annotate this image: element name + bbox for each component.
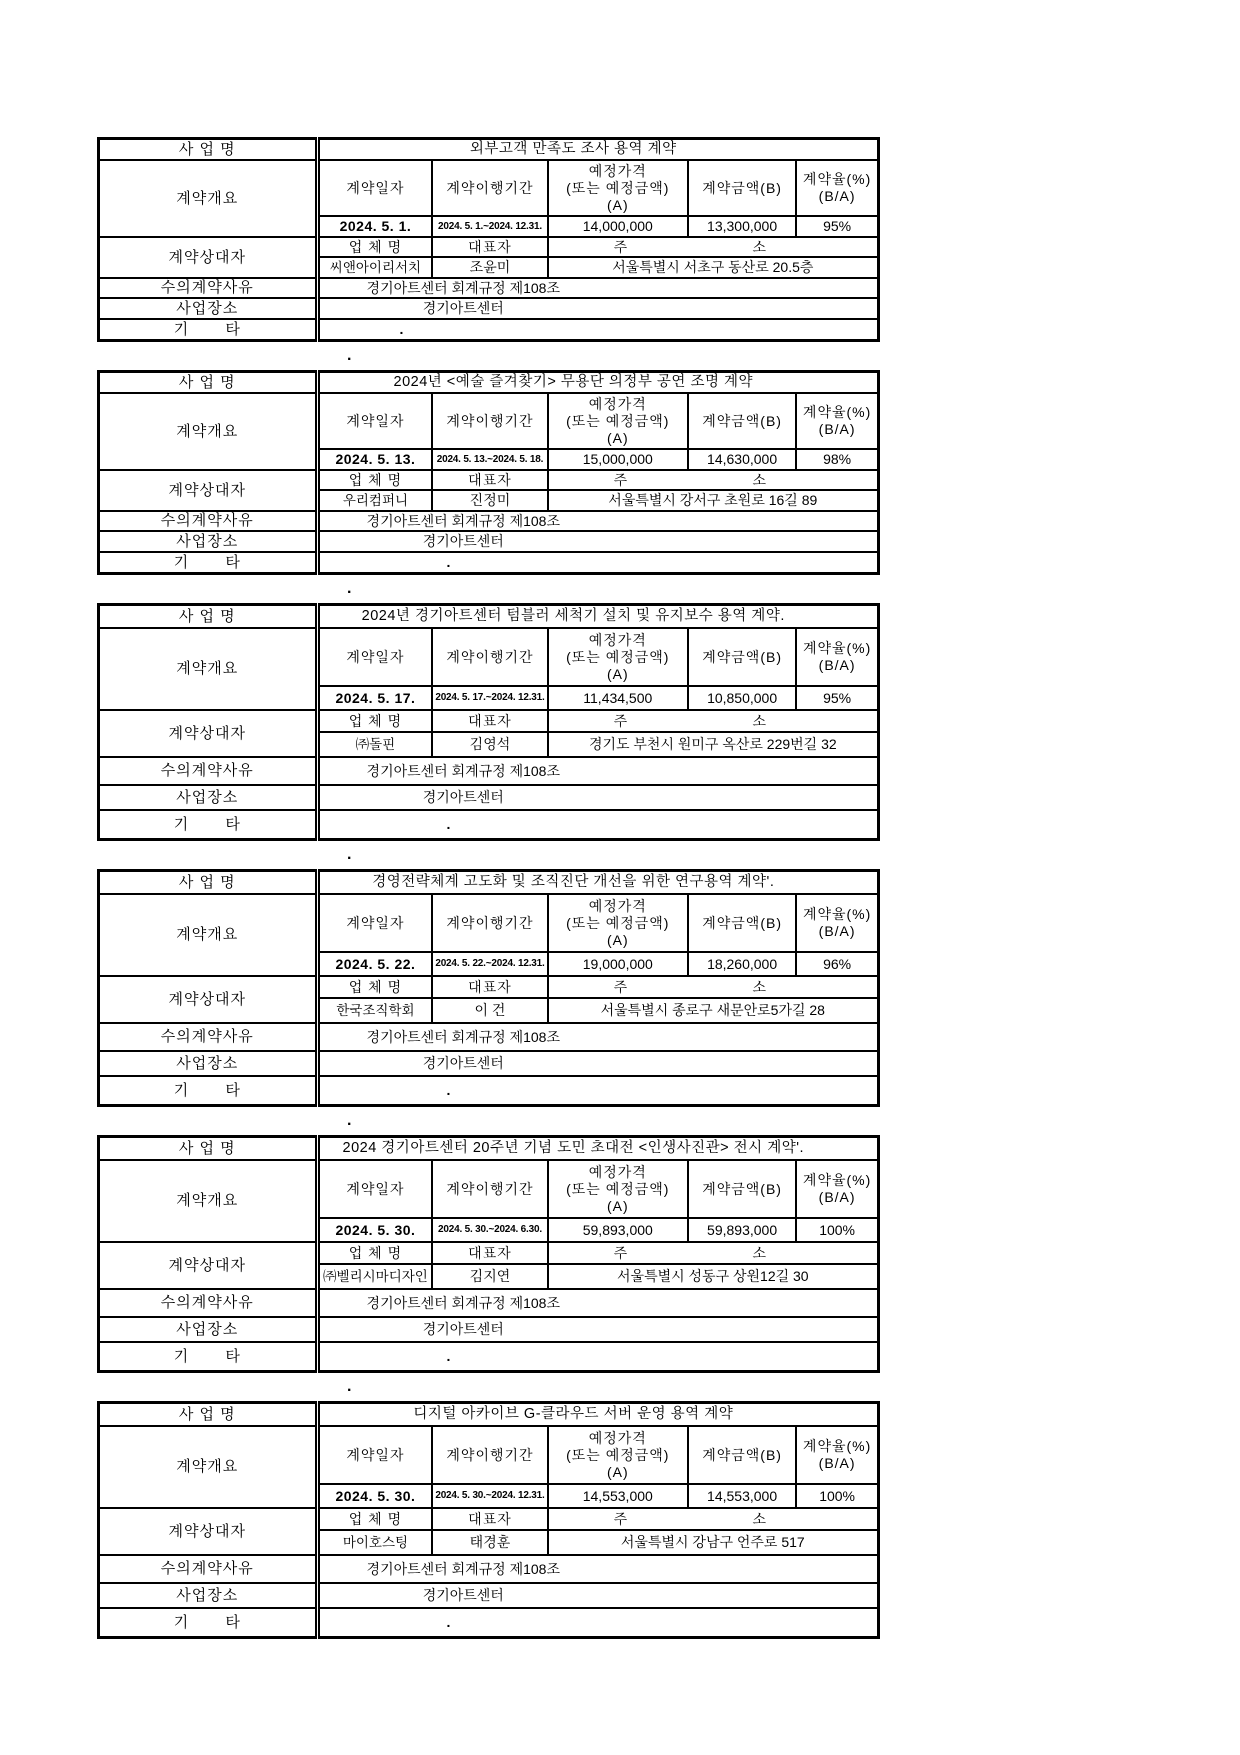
- planned-price-header-line1: 예정가격: [588, 162, 647, 179]
- address-value: 서울특별시 종로구 새문안로5가길 28: [548, 998, 879, 1023]
- planned-price-header: [548, 1160, 688, 1218]
- contract-period-value: 2024. 5. 30.~2024. 6.30.: [432, 1218, 547, 1242]
- business-name-label: 사 업 명: [99, 605, 318, 629]
- contract-party-label: 계약상대자: [99, 710, 318, 757]
- address-value: 서울특별시 서초구 동산로 20.5층: [548, 257, 879, 278]
- contract-period-value: 2024. 5. 17.~2024. 12.31.: [432, 686, 547, 710]
- table-row: [99, 139, 879, 161]
- planned-price-value: 11,434,500: [548, 686, 688, 710]
- table-row: [99, 871, 879, 895]
- address-header-ju: 주: [613, 1244, 629, 1261]
- table-row: [99, 628, 879, 686]
- business-name-label: 사 업 명: [99, 372, 318, 394]
- representative-value: 태경훈: [432, 1530, 547, 1555]
- address-header-so: 소: [752, 471, 767, 488]
- contract-rate-header: [796, 628, 878, 686]
- planned-price-header-line1: 예정가격: [588, 1429, 647, 1446]
- project-title: 2024년 <예술 즐겨찾기> 무용단 의정부 공연 조명 계약: [317, 372, 878, 394]
- business-name-label: 사 업 명: [99, 871, 318, 895]
- contract-rate-header-line1: 계약율(%): [802, 1438, 872, 1454]
- contract-rate-value: 98%: [796, 449, 878, 470]
- business-place-value: 경기아트센터: [317, 1583, 878, 1608]
- planned-price-header: [548, 628, 688, 686]
- etc-value: .: [317, 319, 878, 341]
- contract-rate-header: [796, 1426, 878, 1484]
- contract-overview-label: 계약개요: [99, 160, 318, 237]
- table-row: [99, 393, 879, 449]
- table-row: [99, 1317, 879, 1342]
- planned-price-header-line3: (A): [606, 931, 629, 948]
- contract-rate-header: [796, 1160, 878, 1218]
- contract-date-header: 계약일자: [317, 1426, 432, 1484]
- etc-value: .: [317, 810, 878, 840]
- planned-price-header-line3: (A): [606, 196, 629, 213]
- contract-amount-header: 계약금액(B): [688, 160, 796, 216]
- company-name-header: 업 체 명: [317, 237, 432, 257]
- company-name-value: 씨앤아이리서치: [317, 257, 432, 278]
- separator-dot: .: [347, 846, 352, 863]
- planned-price-header-line1: 예정가격: [588, 897, 647, 914]
- contract-period-header: 계약이행기간: [432, 160, 547, 216]
- separator-dot: .: [347, 347, 352, 364]
- table-row: [99, 470, 879, 490]
- contract-rate-header-line1: 계약율(%): [802, 171, 872, 187]
- contract-table: [97, 1401, 880, 1639]
- address-header-so: 소: [752, 238, 767, 255]
- contract-date-header: 계약일자: [317, 160, 432, 216]
- company-name-header: 업 체 명: [317, 710, 432, 732]
- table-row: [99, 1426, 879, 1484]
- contract-rate-header: [796, 393, 878, 449]
- contract-rate-header-line2: (B/A): [818, 188, 856, 204]
- contract-table: [97, 137, 880, 342]
- table-separator: [97, 342, 880, 370]
- contract-period-header: 계약이행기간: [432, 393, 547, 449]
- contract-rate-value: 96%: [796, 952, 878, 976]
- contract-date-header: 계약일자: [317, 393, 432, 449]
- contract-rate-header-line2: (B/A): [818, 421, 856, 437]
- planned-price-header-line2: (또는 예정금액): [566, 412, 670, 429]
- contract-period-header: 계약이행기간: [432, 628, 547, 686]
- business-place-value: 경기아트센터: [317, 785, 878, 810]
- table-separator: [97, 1373, 880, 1401]
- contract-table: [97, 603, 880, 841]
- planned-price-header-line3: (A): [606, 1197, 629, 1214]
- table-row: [99, 1608, 879, 1638]
- representative-value: 조윤미: [432, 257, 547, 278]
- table-row: [99, 237, 879, 257]
- contract-amount-header: 계약금액(B): [688, 894, 796, 952]
- planned-price-header-line3: (A): [606, 1463, 629, 1480]
- contract-rate-header: [796, 160, 878, 216]
- address-header-ju: 주: [613, 1510, 629, 1527]
- company-name-value: ㈜돌핀: [317, 732, 432, 757]
- contract-overview-label: 계약개요: [99, 393, 318, 470]
- table-row: [99, 511, 879, 531]
- business-name-label: 사 업 명: [99, 1403, 318, 1427]
- planned-price-header-line1: 예정가격: [588, 395, 647, 412]
- table-row: [99, 1403, 879, 1427]
- table-row: [99, 710, 879, 732]
- contract-overview-label: 계약개요: [99, 1426, 318, 1508]
- planned-price-header-line1: 예정가격: [588, 631, 647, 648]
- negotiated-reason-value: 경기아트센터 회계규정 제108조: [317, 1023, 878, 1051]
- business-place-label: 사업장소: [99, 1051, 318, 1076]
- contract-overview-label: 계약개요: [99, 1160, 318, 1242]
- table-row: [99, 1508, 879, 1530]
- planned-price-header-line2: (또는 예정금액): [566, 179, 670, 196]
- contract-date-value: 2024. 5. 22.: [317, 952, 432, 976]
- contract-amount-header: 계약금액(B): [688, 1160, 796, 1218]
- project-title: 외부고객 만족도 조사 용역 계약: [317, 139, 878, 161]
- business-place-value: 경기아트센터: [317, 298, 878, 319]
- contract-amount-header: 계약금액(B): [688, 628, 796, 686]
- representative-header: 대표자: [432, 1242, 547, 1264]
- contract-rate-header-line2: (B/A): [818, 923, 856, 939]
- address-value: 서울특별시 강서구 초원로 16길 89: [548, 490, 879, 511]
- contract-date-header: 계약일자: [317, 894, 432, 952]
- address-header: [548, 1242, 879, 1264]
- table-separator: [97, 841, 880, 869]
- table-row: [99, 372, 879, 394]
- contract-rate-header-line2: (B/A): [818, 1455, 856, 1471]
- address-header-so: 소: [752, 1510, 767, 1527]
- company-name-header: 업 체 명: [317, 1242, 432, 1264]
- contract-rate-header-line1: 계약율(%): [802, 1172, 872, 1188]
- representative-header: 대표자: [432, 470, 547, 490]
- negotiated-reason-label: 수의계약사유: [99, 511, 318, 531]
- table-row: [99, 298, 879, 319]
- contract-period-value: 2024. 5. 30.~2024. 12.31.: [432, 1484, 547, 1508]
- contract-rate-value: 100%: [796, 1484, 878, 1508]
- business-name-label: 사 업 명: [99, 1137, 318, 1161]
- planned-price-header: [548, 160, 688, 216]
- table-row: [99, 1583, 879, 1608]
- separator-dot: .: [347, 580, 352, 597]
- contract-amount-value: 14,553,000: [688, 1484, 796, 1508]
- contract-rate-header-line1: 계약율(%): [802, 404, 872, 420]
- contract-party-label: 계약상대자: [99, 976, 318, 1023]
- company-name-value: 마이호스팅: [317, 1530, 432, 1555]
- business-place-value: 경기아트센터: [317, 531, 878, 552]
- planned-price-value: 14,000,000: [548, 216, 688, 237]
- project-title: 디지털 아카이브 G-클라우드 서버 운영 용역 계약: [317, 1403, 878, 1427]
- address-header-so: 소: [752, 712, 767, 729]
- planned-price-header-line3: (A): [606, 429, 629, 446]
- table-row: [99, 1242, 879, 1264]
- address-header-ju: 주: [613, 978, 629, 995]
- company-name-value: ㈜벨리시마디자인: [317, 1264, 432, 1289]
- table-row: [99, 1289, 879, 1317]
- representative-header: 대표자: [432, 710, 547, 732]
- planned-price-header-line2: (또는 예정금액): [566, 914, 670, 931]
- etc-value: .: [317, 552, 878, 574]
- contract-amount-value: 13,300,000: [688, 216, 796, 237]
- table-row: [99, 976, 879, 998]
- contract-period-header: 계약이행기간: [432, 1160, 547, 1218]
- table-row: [99, 757, 879, 785]
- address-header: [548, 1508, 879, 1530]
- contract-rate-header-line2: (B/A): [818, 657, 856, 673]
- business-place-label: 사업장소: [99, 1317, 318, 1342]
- address-header-so: 소: [752, 1244, 767, 1261]
- table-row: [99, 319, 879, 341]
- table-row: [99, 810, 879, 840]
- contract-period-header: 계약이행기간: [432, 1426, 547, 1484]
- contract-date-value: 2024. 5. 30.: [317, 1218, 432, 1242]
- table-row: [99, 160, 879, 216]
- address-value: 서울특별시 강남구 언주로 517: [548, 1530, 879, 1555]
- table-row: [99, 894, 879, 952]
- contract-date-value: 2024. 5. 30.: [317, 1484, 432, 1508]
- contract-date-value: 2024. 5. 13.: [317, 449, 432, 470]
- planned-price-value: 59,893,000: [548, 1218, 688, 1242]
- contract-party-label: 계약상대자: [99, 1508, 318, 1555]
- contract-amount-value: 18,260,000: [688, 952, 796, 976]
- table-row: [99, 1023, 879, 1051]
- planned-price-header-line2: (또는 예정금액): [566, 648, 670, 665]
- planned-price-header-line2: (또는 예정금액): [566, 1180, 670, 1197]
- contract-amount-value: 14,630,000: [688, 449, 796, 470]
- table-row: [99, 1555, 879, 1583]
- contract-date-value: 2024. 5. 1.: [317, 216, 432, 237]
- address-header-ju: 주: [613, 471, 629, 488]
- representative-value: 김영석: [432, 732, 547, 757]
- etc-value: .: [317, 1076, 878, 1106]
- table-row: [99, 278, 879, 298]
- contract-date-value: 2024. 5. 17.: [317, 686, 432, 710]
- table-row: [99, 1160, 879, 1218]
- contract-rate-header: [796, 894, 878, 952]
- planned-price-value: 19,000,000: [548, 952, 688, 976]
- negotiated-reason-value: 경기아트센터 회계규정 제108조: [317, 1289, 878, 1317]
- business-place-label: 사업장소: [99, 785, 318, 810]
- contract-party-label: 계약상대자: [99, 470, 318, 511]
- address-value: 경기도 부천시 원미구 옥산로 229번길 32: [548, 732, 879, 757]
- etc-label: 기 타: [99, 319, 318, 341]
- contract-amount-value: 59,893,000: [688, 1218, 796, 1242]
- contract-period-value: 2024. 5. 22.~2024. 12.31.: [432, 952, 547, 976]
- negotiated-reason-value: 경기아트센터 회계규정 제108조: [317, 511, 878, 531]
- negotiated-reason-label: 수의계약사유: [99, 757, 318, 785]
- project-title: 2024 경기아트센터 20주년 기념 도민 초대전 <인생사진관> 전시 계약'.: [317, 1137, 878, 1161]
- table-row: [99, 1051, 879, 1076]
- address-header-ju: 주: [613, 712, 629, 729]
- contract-overview-label: 계약개요: [99, 894, 318, 976]
- table-separator: [97, 575, 880, 603]
- address-header: [548, 976, 879, 998]
- contract-amount-header: 계약금액(B): [688, 393, 796, 449]
- planned-price-header: [548, 894, 688, 952]
- company-name-value: 한국조직학회: [317, 998, 432, 1023]
- business-place-value: 경기아트센터: [317, 1051, 878, 1076]
- contract-date-header: 계약일자: [317, 1160, 432, 1218]
- contract-amount-value: 10,850,000: [688, 686, 796, 710]
- negotiated-reason-label: 수의계약사유: [99, 278, 318, 298]
- planned-price-header-line1: 예정가격: [588, 1163, 647, 1180]
- table-separator: [97, 1107, 880, 1135]
- negotiated-reason-label: 수의계약사유: [99, 1023, 318, 1051]
- contract-party-label: 계약상대자: [99, 237, 318, 278]
- representative-header: 대표자: [432, 976, 547, 998]
- representative-value: 진정미: [432, 490, 547, 511]
- company-name-header: 업 체 명: [317, 1508, 432, 1530]
- table-row: [99, 605, 879, 629]
- table-row: [99, 1137, 879, 1161]
- separator-dot: .: [347, 1112, 352, 1129]
- etc-label: 기 타: [99, 1076, 318, 1106]
- etc-value: .: [317, 1608, 878, 1638]
- contract-rate-header-line1: 계약율(%): [802, 640, 872, 656]
- planned-price-header: [548, 393, 688, 449]
- contract-rate-header-line1: 계약율(%): [802, 906, 872, 922]
- contract-date-header: 계약일자: [317, 628, 432, 686]
- negotiated-reason-label: 수의계약사유: [99, 1289, 318, 1317]
- address-header-ju: 주: [613, 238, 629, 255]
- table-row: [99, 552, 879, 574]
- representative-value: 김지연: [432, 1264, 547, 1289]
- business-place-label: 사업장소: [99, 531, 318, 552]
- separator-dot: .: [347, 1378, 352, 1395]
- contract-rate-value: 95%: [796, 686, 878, 710]
- contract-overview-label: 계약개요: [99, 628, 318, 710]
- address-value: 서울특별시 성동구 상원12길 30: [548, 1264, 879, 1289]
- etc-value: .: [317, 1342, 878, 1372]
- company-name-header: 업 체 명: [317, 470, 432, 490]
- etc-label: 기 타: [99, 1342, 318, 1372]
- planned-price-value: 15,000,000: [548, 449, 688, 470]
- planned-price-header-line3: (A): [606, 665, 629, 682]
- table-row: [99, 531, 879, 552]
- contract-period-header: 계약이행기간: [432, 894, 547, 952]
- business-name-label: 사 업 명: [99, 139, 318, 161]
- planned-price-header: [548, 1426, 688, 1484]
- contract-amount-header: 계약금액(B): [688, 1426, 796, 1484]
- planned-price-value: 14,553,000: [548, 1484, 688, 1508]
- negotiated-reason-label: 수의계약사유: [99, 1555, 318, 1583]
- representative-header: 대표자: [432, 1508, 547, 1530]
- representative-value: 이 건: [432, 998, 547, 1023]
- address-header: [548, 237, 879, 257]
- contract-period-value: 2024. 5. 1.~2024. 12.31.: [432, 216, 547, 237]
- company-name-value: 우리컴퍼니: [317, 490, 432, 511]
- contract-table: [97, 1135, 880, 1373]
- contract-rate-value: 100%: [796, 1218, 878, 1242]
- business-place-label: 사업장소: [99, 298, 318, 319]
- contract-table: [97, 869, 880, 1107]
- project-title: 경영전략체계 고도화 및 조직진단 개선을 위한 연구용역 계약'.: [317, 871, 878, 895]
- contract-rate-header-line2: (B/A): [818, 1189, 856, 1205]
- company-name-header: 업 체 명: [317, 976, 432, 998]
- address-header: [548, 470, 879, 490]
- contract-table: [97, 370, 880, 575]
- business-place-value: 경기아트센터: [317, 1317, 878, 1342]
- etc-label: 기 타: [99, 552, 318, 574]
- etc-label: 기 타: [99, 810, 318, 840]
- project-title: 2024년 경기아트센터 텀블러 세척기 설치 및 유지보수 용역 계약.: [317, 605, 878, 629]
- contract-rate-value: 95%: [796, 216, 878, 237]
- contract-period-value: 2024. 5. 13.~2024. 5. 18.: [432, 449, 547, 470]
- table-row: [99, 1342, 879, 1372]
- planned-price-header-line2: (또는 예정금액): [566, 1446, 670, 1463]
- negotiated-reason-value: 경기아트센터 회계규정 제108조: [317, 278, 878, 298]
- address-header: [548, 710, 879, 732]
- table-row: [99, 1076, 879, 1106]
- contract-party-label: 계약상대자: [99, 1242, 318, 1289]
- negotiated-reason-value: 경기아트센터 회계규정 제108조: [317, 1555, 878, 1583]
- address-header-so: 소: [752, 978, 767, 995]
- business-place-label: 사업장소: [99, 1583, 318, 1608]
- representative-header: 대표자: [432, 237, 547, 257]
- etc-label: 기 타: [99, 1608, 318, 1638]
- table-row: [99, 785, 879, 810]
- negotiated-reason-value: 경기아트센터 회계규정 제108조: [317, 757, 878, 785]
